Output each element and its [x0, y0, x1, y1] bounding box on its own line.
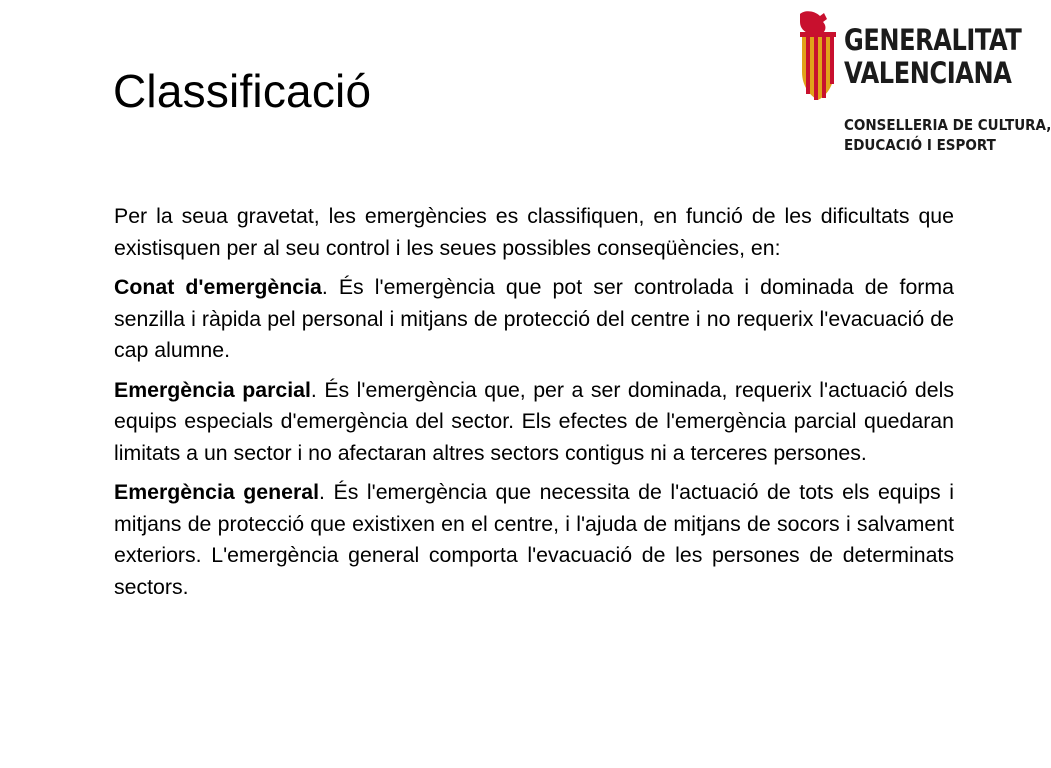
paragraph-intro: [114, 201, 954, 264]
logo-dept-line2: EDUCACIÓ I ESPORT: [844, 136, 996, 154]
logo-department: [844, 115, 1051, 155]
definition-general: . És l'emergència que necessita de l'actuació de tots els equips i mitjans de protecció que existixen en el centre, i l'ajuda de mitjans de socors i salvament exteriors. L'emergència general comporta l'evacuació de les persones de determinats sectors.: [114, 480, 954, 599]
logo-name-line1: GENERALITAT: [844, 23, 1022, 57]
coat-of-arms-icon: [794, 10, 842, 102]
logo-name: [844, 24, 1021, 90]
term-parcial: Emergència parcial: [114, 377, 311, 402]
definition-conat: . És l'emergència que pot ser controlada i dominada de forma senzilla i ràpida pel personal i mitjans de protecció del centre i no requerix l'evacuació de cap alumne.: [114, 275, 954, 362]
generalitat-logo: [794, 10, 1051, 160]
term-general: Emergència general: [114, 480, 320, 504]
definition-parcial: . És l'emergència que, per a ser dominada, requerix l'actuació dels equips especials d'emergència del sector. Els efectes de l'emergència parcial quedaran limitats a un sector i no afectaran altres sectors contigus ni a terceres persones.: [114, 377, 954, 465]
paragraph-intro-text: Per la seua gravetat, les emergències es classifiquen, en funció de les dificultats que existisquen per al seu control i les seues possibles conseqüències, en:: [114, 204, 954, 260]
paragraph-parcial: [114, 375, 954, 470]
paragraph-conat: [114, 272, 954, 367]
paragraph-general: [114, 477, 954, 603]
slide-body: [114, 201, 954, 611]
slide-title: Classificació: [113, 65, 372, 117]
term-conat: Conat d'emergència: [114, 275, 322, 299]
logo-dept-line1: CONSELLERIA DE CULTURA,: [844, 116, 1051, 134]
logo-name-line2: VALENCIANA: [844, 56, 1012, 90]
